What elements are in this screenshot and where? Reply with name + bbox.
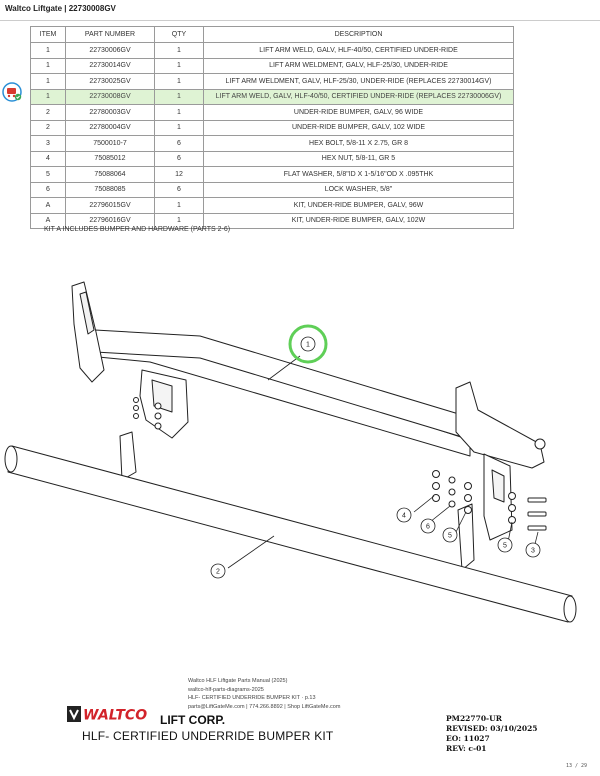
table-row [31,136,514,152]
cell-item: 1 [31,43,66,59]
cell-part-number: 22730008GV [66,89,155,105]
cell-part-number: 22730025GV [66,74,155,90]
cell-description: HEX BOLT, 5/8-11 X 2.75, GR 8 [204,136,514,152]
page-title: Waltco Liftgate | 22730008GV [5,4,116,13]
cart-badge[interactable] [2,82,22,102]
revised-date: REVISED: 03/10/2025 [446,724,538,733]
cell-part-number: 22730014GV [66,58,155,74]
callout-1 [290,326,326,362]
cell-qty: 1 [155,105,204,121]
table-row [31,43,514,59]
cell-description: LIFT ARM WELD, GALV, HLF-40/50, CERTIFIED UNDER-RIDE (REPLACES 22730006GV) [204,89,514,105]
kit-note: KIT A INCLUDES BUMPER AND HARDWARE (PARTS 2-6) [44,226,231,233]
cell-item: 2 [31,120,66,136]
cell-item: 5 [31,167,66,183]
bumper-bracket-right [458,504,474,570]
cell-part-number: 7500010-7 [66,136,155,152]
cell-item: 4 [31,151,66,167]
cell-qty: 12 [155,167,204,183]
hex-bolt-stack [528,498,546,530]
cell-qty: 6 [155,151,204,167]
callout-5 [498,538,512,552]
cell-description: UNDER-RIDE BUMPER, GALV, 102 WIDE [204,120,514,136]
cell-part-number: 75085012 [66,151,155,167]
cart-icon[interactable] [2,82,22,102]
cell-item: 1 [31,74,66,90]
kit-title: HLF- CERTIFIED UNDERRIDE BUMPER KIT [82,729,334,743]
svg-text:6: 6 [426,523,430,531]
rev-number: REV: c-01 [446,744,487,753]
cell-description: LOCK WASHER, 5/8" [204,182,514,198]
table-row [31,89,514,105]
cell-qty: 1 [155,74,204,90]
cell-part-number: 75088085 [66,182,155,198]
cell-part-number: 22780004GV [66,120,155,136]
table-body [31,43,514,229]
callout-6 [421,519,435,533]
exploded-parts-diagram [0,240,600,660]
cell-item: A [31,213,66,229]
footer-contact-line[interactable]: parts@LiftGateMe.com | 774.266.8892 | Shop LiftGateMe.com [188,703,341,710]
callout-3 [526,543,540,557]
cell-item: 2 [31,105,66,121]
cell-description: FLAT WASHER, 5/8"ID X 1-5/16"OD X .095THK [204,167,514,183]
cell-part-number: 22780003GV [66,105,155,121]
revision-block [446,714,538,754]
cell-description: HEX NUT, 5/8-11, GR 5 [204,151,514,167]
cell-qty: 1 [155,58,204,74]
cell-qty: 6 [155,182,204,198]
table-row [31,58,514,74]
cell-qty: 1 [155,89,204,105]
cell-qty: 1 [155,43,204,59]
cell-item: 3 [31,136,66,152]
cell-part-number: 22796016GV [66,213,155,229]
svg-text:5: 5 [503,542,507,550]
svg-text:1: 1 [306,341,310,349]
table-row [31,198,514,214]
cell-qty: 1 [155,213,204,229]
page-number: 13 / 29 [566,763,588,769]
footer-info [188,677,340,711]
cell-description: KIT, UNDER-RIDE BUMPER, GALV, 96W [204,198,514,214]
table-header-row [31,27,514,43]
lock-washer-stack [449,477,455,507]
parts-table [30,26,514,229]
cell-qty: 1 [155,120,204,136]
svg-text:5: 5 [448,532,452,540]
cell-part-number: 22796015GV [66,198,155,214]
cell-description: KIT, UNDER-RIDE BUMPER, GALV, 102W [204,213,514,229]
waltco-logo [67,706,152,722]
pm-number: PM22770-UR [446,714,502,723]
cell-item: A [31,198,66,214]
table-row [31,182,514,198]
cell-part-number: 22730006GV [66,43,155,59]
cell-part-number: 75088064 [66,167,155,183]
callout-5 [443,528,457,542]
eo-number: EO: 11027 [446,734,490,743]
callout-4 [397,508,411,522]
svg-text:2: 2 [216,568,220,576]
cell-qty: 1 [155,198,204,214]
cell-qty: 6 [155,136,204,152]
bumper-bracket-left [120,432,136,480]
table-row [31,105,514,121]
footer-line: Waltco HLF Liftgate Parts Manual (2025) [188,678,288,684]
col-description-header: DESCRIPTION [204,27,514,43]
callout-2 [211,564,225,578]
cell-description: LIFT ARM WELD, GALV, HLF-40/50, CERTIFIED UNDER-RIDE [204,43,514,59]
table-row [31,120,514,136]
table-row [31,167,514,183]
cell-item: 1 [31,58,66,74]
svg-text:WALTCO: WALTCO [83,707,148,722]
company-name: LIFT CORP. [160,713,226,727]
cell-item: 6 [31,182,66,198]
col-qty-header: QTY [155,27,204,43]
cell-description: LIFT ARM WELDMENT, GALV, HLF-25/30, UNDER-RIDE (REPLACES 22730014GV) [204,74,514,90]
col-item-header: ITEM [31,27,66,43]
col-part-number-header: PART NUMBER [66,27,155,43]
cell-item: 1 [31,89,66,105]
svg-text:4: 4 [402,512,406,520]
table-row [31,151,514,167]
page-header [0,0,600,21]
cell-description: UNDER-RIDE BUMPER, GALV, 96 WIDE [204,105,514,121]
cell-description: LIFT ARM WELDMENT, GALV, HLF-25/30, UNDER-RIDE [204,58,514,74]
table-row [31,74,514,90]
svg-text:3: 3 [531,547,535,555]
footer-line: HLF- CERTIFIED UNDERRIDE BUMPER KIT · p.13 [188,695,316,701]
footer-line: waltco-hlf-parts-diagrams-2025 [188,686,264,693]
